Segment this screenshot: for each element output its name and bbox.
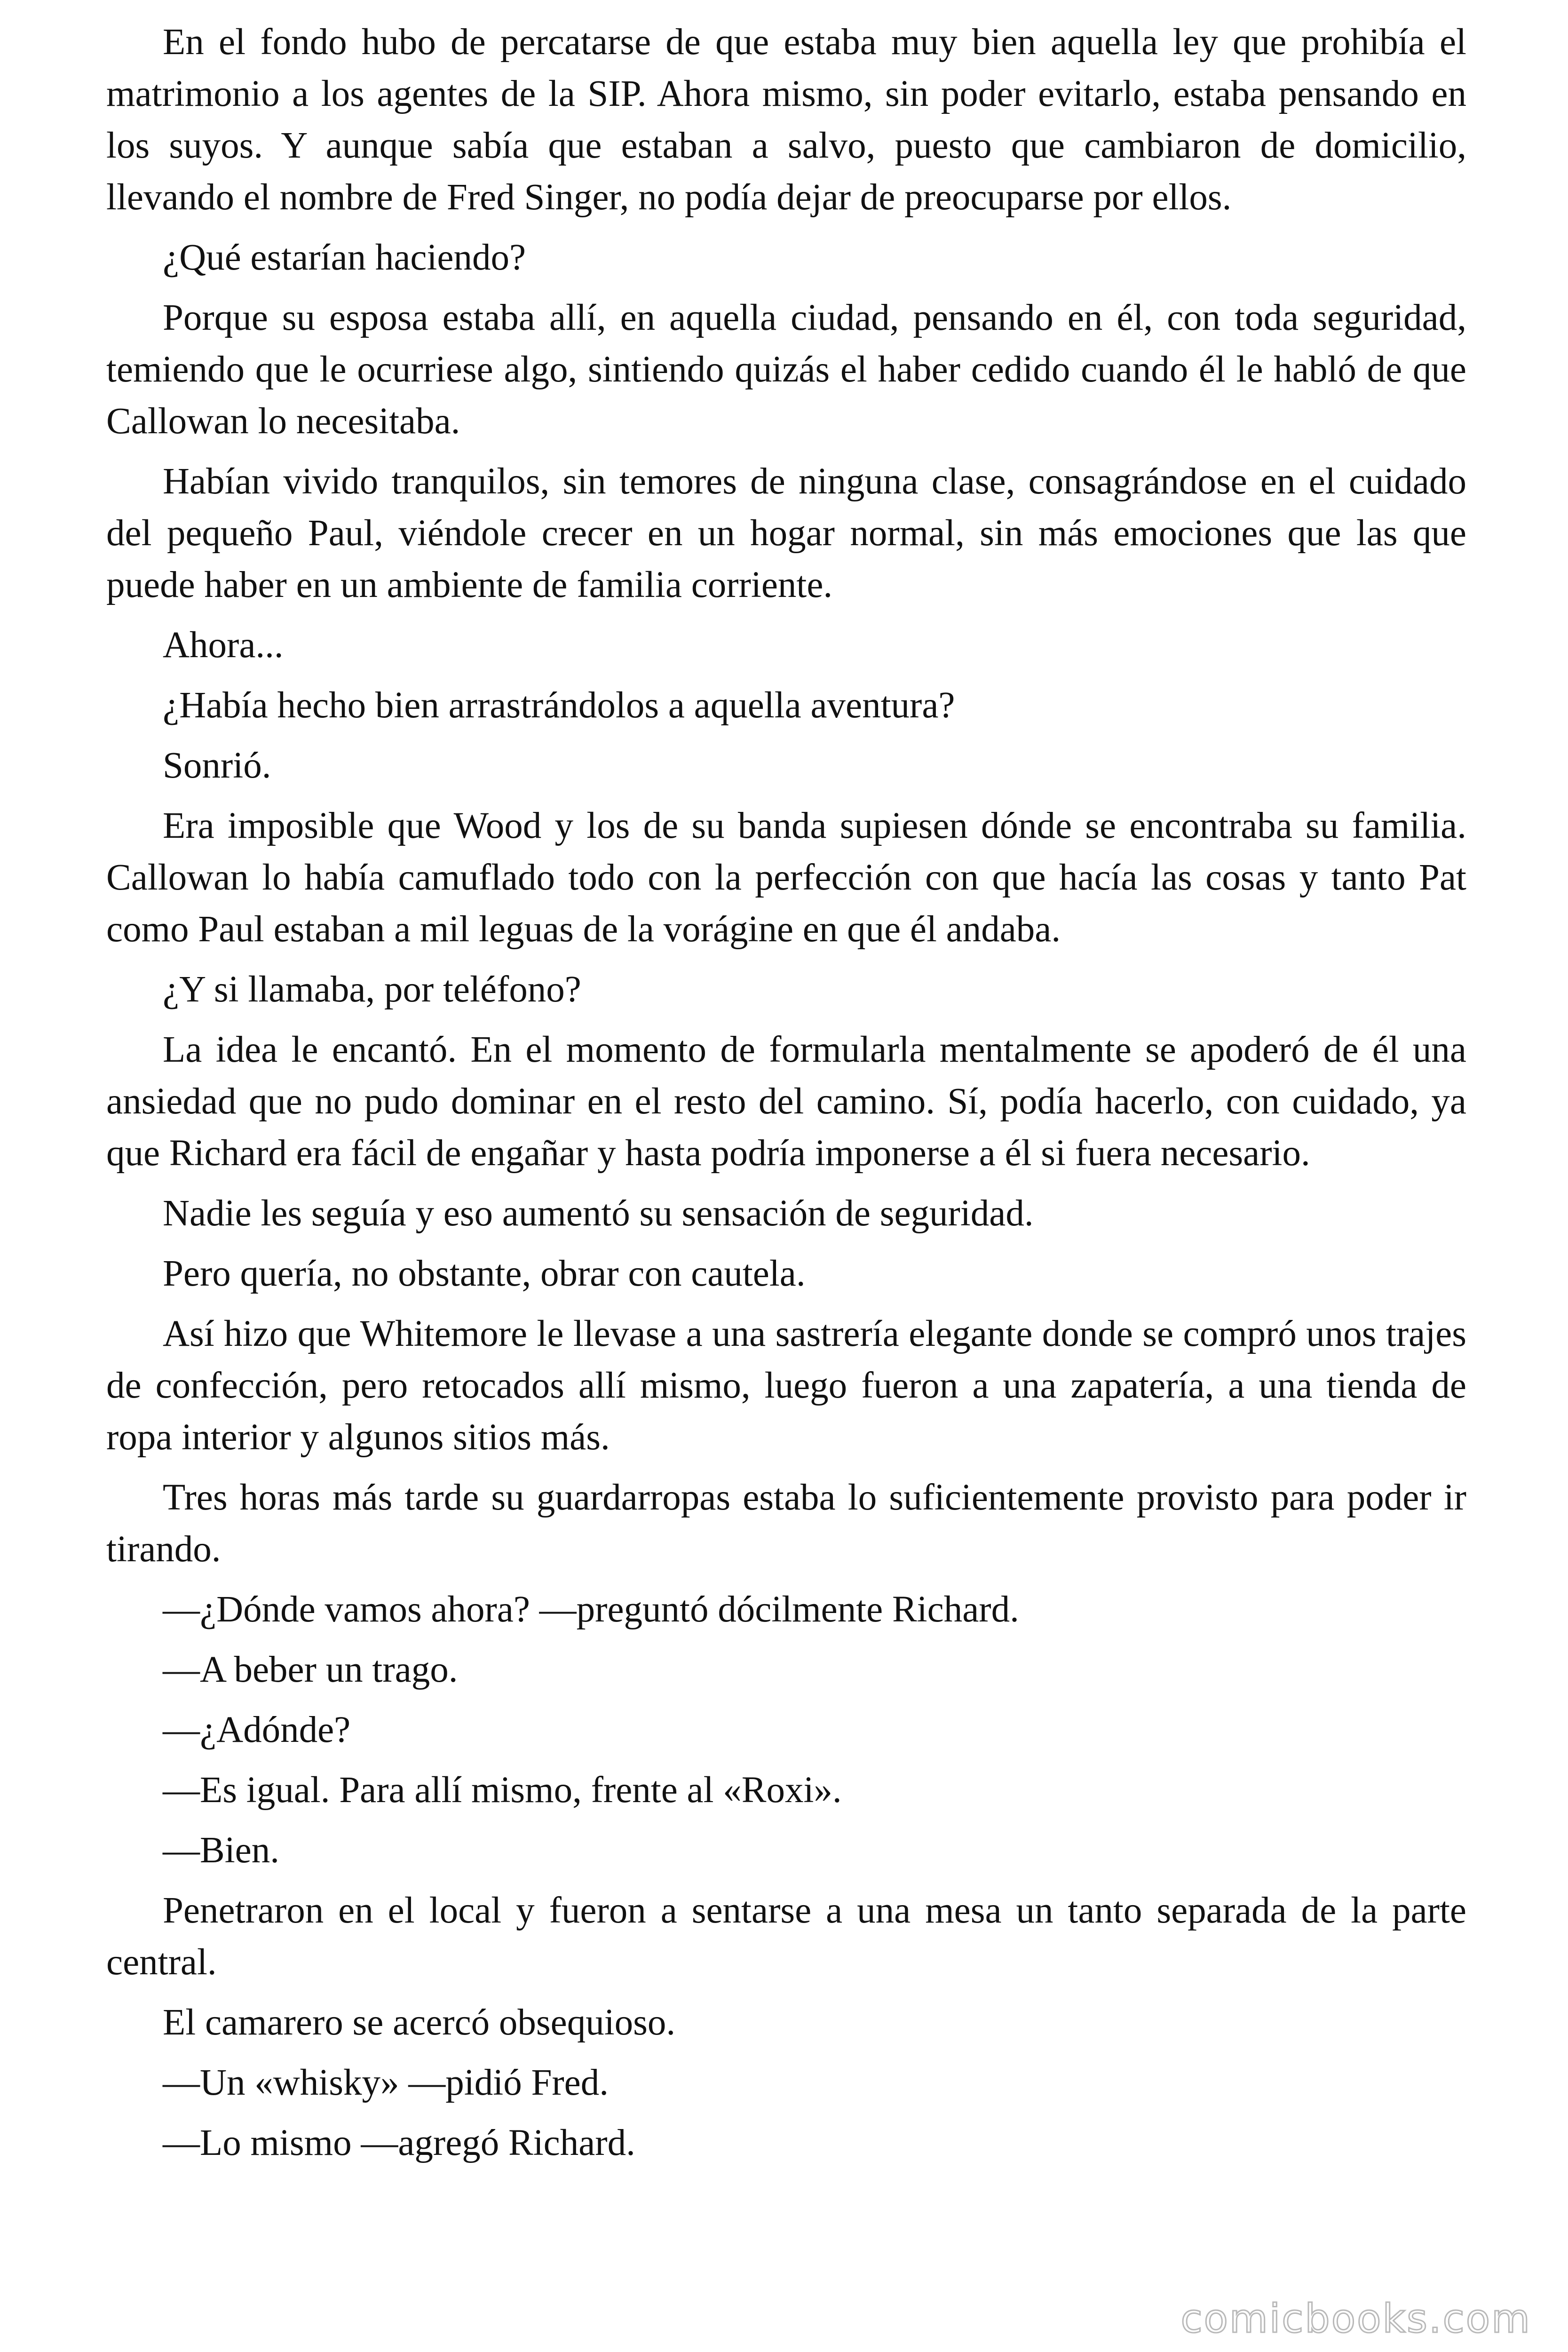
paragraph: Nadie les seguía y eso aumentó su sensación de seguridad. <box>163 1193 1034 1234</box>
paragraph: La idea le encantó. En el momento de formularla mentalmente se apoderó de él una ansiedad que no pudo dominar en el resto del camino. Sí, podía hacerlo, con cuidado, ya que Richard era fácil de engañar y hasta podría imponerse a él si fuera necesario. <box>106 1029 1466 1174</box>
dialogue-line: —¿Adónde? <box>163 1709 351 1750</box>
dialogue-line: —Es igual. Para allí mismo, frente al «Roxi». <box>163 1770 842 1811</box>
paragraph: Pero quería, no obstante, obrar con cautela. <box>163 1253 806 1294</box>
watermark: comicbooks.com <box>1180 2296 1531 2342</box>
paragraph: En el fondo hubo de percatarse de que estaba muy bien aquella ley que prohibía el matrimonio a los agentes de la SIP. Ahora mismo, sin poder evitarlo, estaba pensando en los suyos. Y aunque sabía que estaban a salvo, puesto que cambiaron de domicilio, llevando el nombre de Fred Singer, no podía dejar de preocuparse por ellos. <box>106 22 1466 218</box>
paragraph: ¿Había hecho bien arrastrándolos a aquella aventura? <box>163 685 955 726</box>
page-body <box>106 16 1466 2177</box>
paragraph: El camarero se acercó obsequioso. <box>163 2002 676 2043</box>
dialogue-line: —Bien. <box>163 1830 279 1871</box>
paragraph: ¿Y si llamaba, por teléfono? <box>163 969 581 1010</box>
paragraph: Habían vivido tranquilos, sin temores de ninguna clase, consagrándose en el cuidado del pequeño Paul, viéndole crecer en un hogar normal, sin más emociones que las que puede haber en un ambiente de familia corriente. <box>106 461 1466 605</box>
paragraph: Ahora... <box>163 625 284 666</box>
dialogue-line: —A beber un trago. <box>163 1649 458 1690</box>
paragraph: Penetraron en el local y fueron a sentarse a una mesa un tanto separada de la parte central. <box>106 1890 1466 1983</box>
paragraph: ¿Qué estarían haciendo? <box>163 237 526 278</box>
dialogue-line: —Lo mismo —agregó Richard. <box>163 2122 635 2163</box>
paragraph: Era imposible que Wood y los de su banda supiesen dónde se encontraba su familia. Callowan lo había camuflado todo con la perfección con que hacía las cosas y tanto Pat como Paul estaban a mil leguas de la vorágine en que él andaba. <box>106 805 1466 950</box>
paragraph: Porque su esposa estaba allí, en aquella ciudad, pensando en él, con toda seguridad, temiendo que le ocurriese algo, sintiendo quizás el haber cedido cuando él le habló de que Callowan lo necesitaba. <box>106 297 1466 442</box>
paragraph: Sonrió. <box>163 745 271 786</box>
paragraph: Así hizo que Whitemore le llevase a una sastrería elegante donde se compró unos trajes de confección, pero retocados allí mismo, luego fueron a una zapatería, a una tienda de ropa interior y algunos sitios más. <box>106 1313 1466 1458</box>
dialogue-line: —¿Dónde vamos ahora? —preguntó dócilmente Richard. <box>163 1589 1019 1630</box>
paragraph: Tres horas más tarde su guardarropas estaba lo suficientemente provisto para poder ir tirando. <box>106 1477 1466 1570</box>
dialogue-line: —Un «whisky» —pidió Fred. <box>163 2062 609 2103</box>
